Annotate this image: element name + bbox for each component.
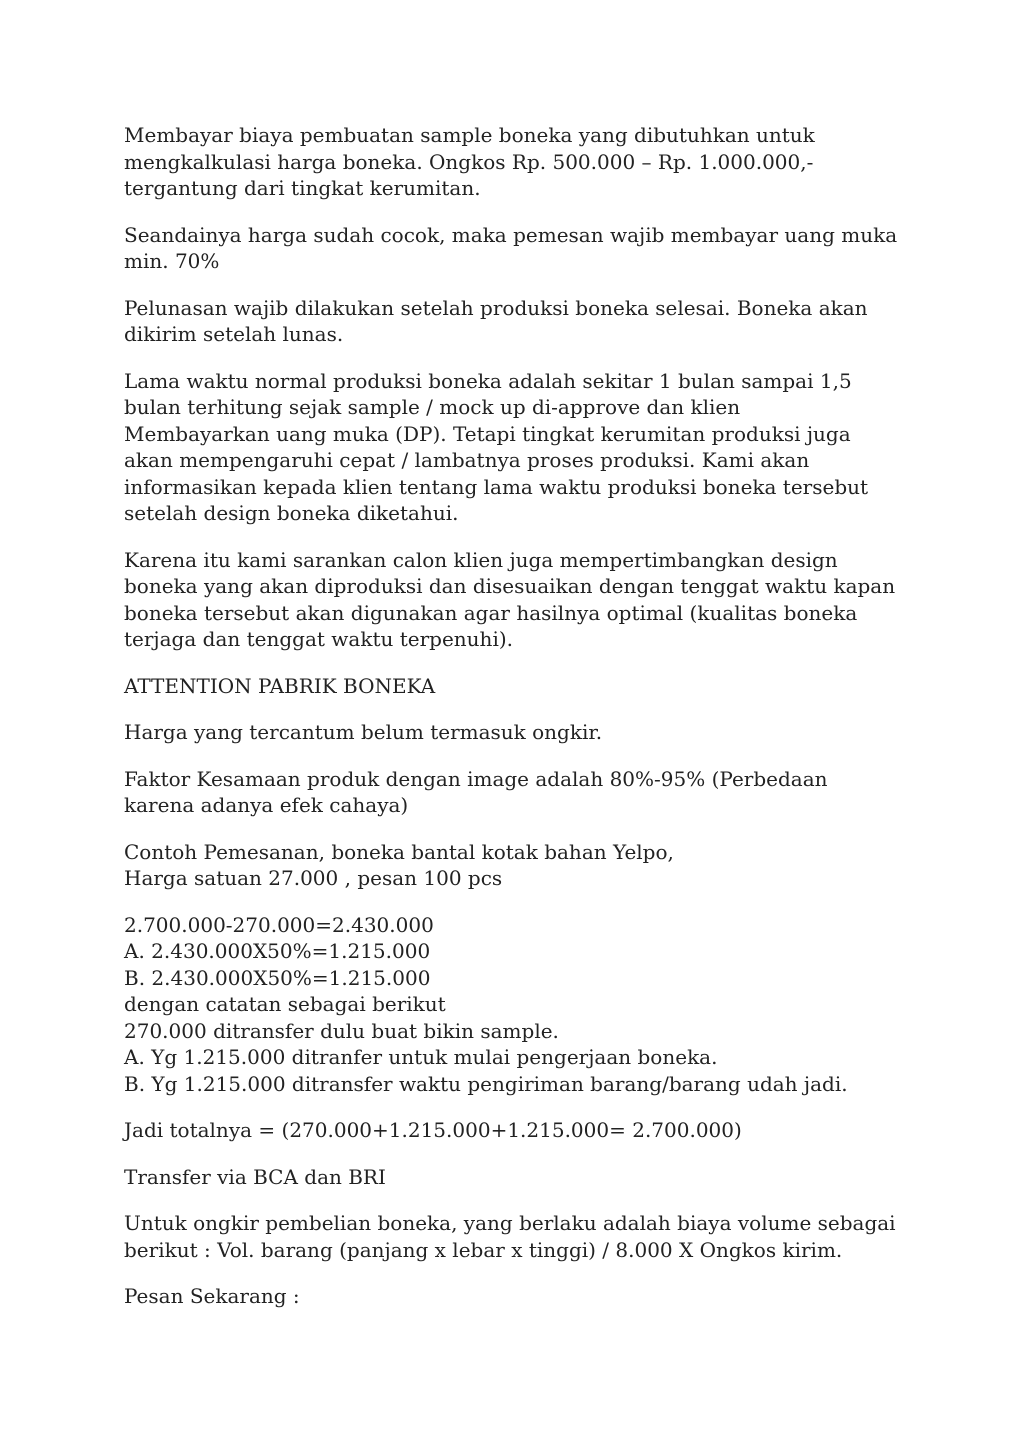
text-line: Pelunasan wajib dilakukan setelah produksi boneka selesai. Boneka akan [124, 295, 868, 320]
paragraph-design-advice [124, 547, 914, 653]
text-line: min. 70% [124, 249, 220, 273]
text-line: Lama waktu normal produksi boneka adalah sekitar 1 bulan sampai 1,5 [124, 368, 852, 393]
text-line: Jadi totalnya = (270.000+1.215.000+1.215.000= 2.700.000) [124, 1118, 742, 1142]
text-line: berikut : Vol. barang (panjang x lebar x tinggi) / 8.000 X Ongkos kirim. [124, 1237, 843, 1262]
text-line: A. Yg 1.215.000 ditranfer untuk mulai pengerjaan boneka. [124, 1045, 718, 1069]
text-line: karena adanya efek cahaya) [124, 793, 409, 817]
text-line: Membayar biaya pembuatan sample boneka yang dibutuhkan untuk [124, 123, 815, 147]
paragraph-shipping-formula [124, 1210, 914, 1263]
text-line: terjaga dan tenggat waktu terpenuhi). [124, 627, 513, 651]
text-line: Harga satuan 27.000 , pesan 100 pcs [124, 866, 503, 890]
paragraph-settlement [124, 295, 914, 348]
paragraph-order-example [124, 839, 914, 892]
paragraph-shipping-excluded [124, 719, 914, 746]
text-line: 270.000 ditransfer dulu buat bikin sample. [124, 1018, 559, 1043]
text-line: B. 2.430.000X50%=1.215.000 [124, 965, 431, 990]
text-line: dengan catatan sebagai berikut [124, 992, 446, 1016]
text-line: mengkalkulasi harga boneka. Ongkos Rp. 500.000 – Rp. 1.000.000,- [124, 149, 814, 174]
paragraph-order-now [124, 1283, 914, 1310]
paragraph-transfer-banks [124, 1164, 914, 1191]
text-line: setelah design boneka diketahui. [124, 501, 459, 525]
text-line: informasikan kepada klien tentang lama waktu produksi boneka tersebut [124, 474, 869, 499]
paragraph-production-time [124, 368, 914, 527]
text-line: akan mempengaruhi cepat / lambatnya proses produksi. Kami akan [124, 448, 810, 472]
text-line: Faktor Kesamaan produk dengan image adalah 80%-95% (Perbedaan [124, 766, 828, 791]
text-line: Pesan Sekarang : [124, 1284, 300, 1308]
document-body [124, 122, 914, 1330]
paragraph-calculation [124, 912, 914, 1098]
text-line: Harga yang tercantum belum termasuk ongkir. [124, 720, 603, 744]
text-line: Membayarkan uang muka (DP). Tetapi tingkat kerumitan produksi juga [124, 421, 851, 446]
text-line: Seandainya harga sudah cocok, maka pemesan wajib membayar uang muka [124, 222, 898, 247]
text-line: Contoh Pemesanan, boneka bantal kotak bahan Yelpo, [124, 839, 674, 864]
text-line: tergantung dari tingkat kerumitan. [124, 176, 481, 200]
paragraph-attention-heading [124, 673, 914, 700]
text-line: bulan terhitung sejak sample / mock up di-approve dan klien [124, 395, 741, 419]
text-line: ATTENTION PABRIK BONEKA [124, 673, 436, 698]
paragraph-down-payment [124, 222, 914, 275]
text-line: A. 2.430.000X50%=1.215.000 [124, 939, 431, 963]
text-line: B. Yg 1.215.000 ditransfer waktu pengiriman barang/barang udah jadi. [124, 1071, 848, 1096]
text-line: boneka yang akan diproduksi dan disesuaikan dengan tenggat waktu kapan [124, 574, 896, 598]
text-line: Untuk ongkir pembelian boneka, yang berlaku adalah biaya volume sebagai [124, 1211, 896, 1235]
paragraph-similarity-factor [124, 766, 914, 819]
paragraph-sample-cost [124, 122, 914, 202]
text-line: Transfer via BCA dan BRI [124, 1164, 386, 1189]
text-line: Karena itu kami sarankan calon klien juga mempertimbangkan design [124, 547, 838, 572]
text-line: dikirim setelah lunas. [124, 322, 344, 346]
paragraph-total [124, 1117, 914, 1144]
text-line: 2.700.000-270.000=2.430.000 [124, 912, 434, 937]
text-line: boneka tersebut akan digunakan agar hasilnya optimal (kualitas boneka [124, 600, 858, 625]
